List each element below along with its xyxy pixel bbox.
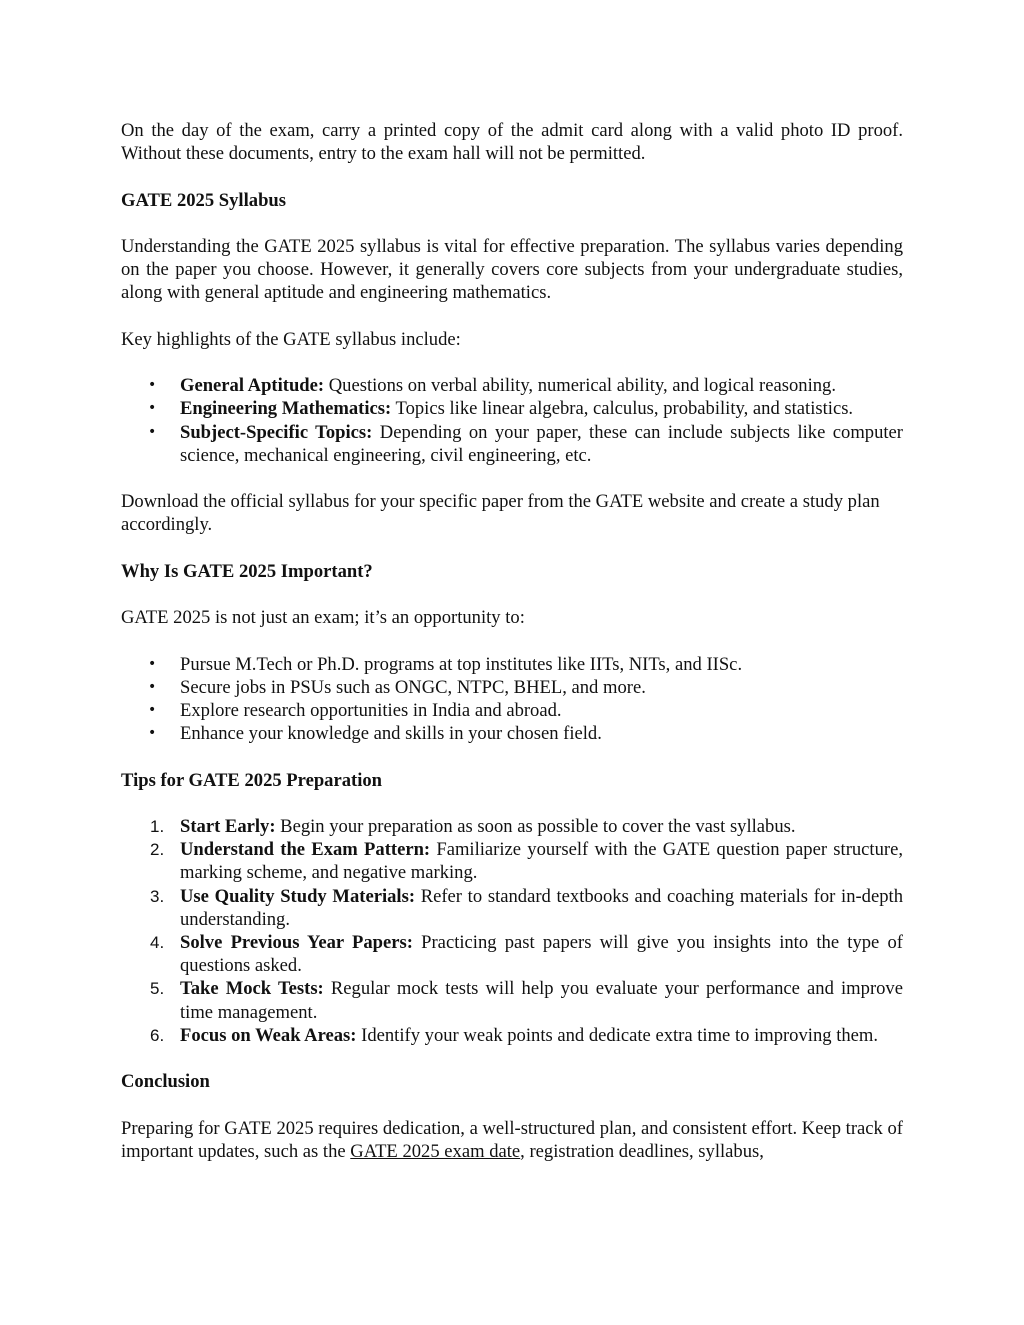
item-text: Familiarize yourself with the GATE question paper structure, marking scheme, and negative marking. (180, 839, 903, 884)
item-label: Use Quality Study Materials: (180, 885, 416, 907)
item-label: Subject-Specific Topics: (180, 421, 373, 443)
tips-heading: Tips for GATE 2025 Preparation (121, 769, 383, 791)
conclusion-text: Preparing for GATE 2025 requires dedication, a well-structured plan, and consistent effort. Keep track of important updates, such as the (121, 1117, 903, 1162)
list-item (121, 838, 903, 884)
item-number: 6. (150, 1025, 165, 1045)
item-label: Start Early: (180, 815, 276, 837)
list-item (121, 397, 903, 420)
list-item (121, 1024, 903, 1047)
item-text: Topics like linear algebra, calculus, probability, and statistics. (391, 398, 854, 420)
importance-intro: GATE 2025 is not just an exam; it’s an opportunity to: (121, 607, 525, 629)
list-item (121, 421, 903, 467)
importance-list (121, 653, 903, 746)
item-number: 2. (150, 840, 165, 860)
conclusion-text-continued: , registration deadlines, syllabus, (520, 1140, 764, 1162)
syllabus-heading: GATE 2025 Syllabus (121, 189, 286, 211)
document-page (121, 119, 903, 1186)
list-item (121, 815, 903, 838)
list-item (121, 977, 903, 1023)
list-item (121, 931, 903, 977)
item-label: Take Mock Tests: (180, 978, 324, 1000)
item-number: 4. (150, 932, 165, 952)
list-item: • Secure jobs in PSUs such as ONGC, NTPC, BHEL, and more. (121, 676, 903, 699)
conclusion-paragraph (121, 1117, 903, 1163)
item-text: Questions on verbal ability, numerical ability, and logical reasoning. (324, 375, 836, 397)
item-label: General Aptitude: (180, 375, 325, 397)
item-number: 3. (150, 886, 165, 906)
item-number: 1. (150, 816, 165, 836)
item-label: Solve Previous Year Papers: (180, 931, 413, 953)
item-text: Practicing past papers will give you insights into the type of questions asked. (180, 931, 903, 977)
syllabus-highlights-list (121, 374, 903, 467)
item-text: Refer to standard textbooks and coaching materials for in-depth understanding. (180, 885, 903, 930)
exam-date-link[interactable]: GATE 2025 exam date (350, 1140, 521, 1162)
list-item (121, 885, 903, 931)
conclusion-heading: Conclusion (121, 1071, 210, 1093)
item-text: Regular mock tests will help you evaluate your performance and improve time management. (180, 978, 903, 1023)
list-item (121, 374, 903, 397)
importance-heading: Why Is GATE 2025 Important? (121, 560, 373, 582)
list-item: • Explore research opportunities in India and abroad. (121, 699, 903, 722)
list-item: • Enhance your knowledge and skills in your chosen field. (121, 722, 903, 745)
download-note: Download the official syllabus for your specific paper from the GATE website and create a study plan accordingly. (121, 491, 880, 536)
highlights-intro: Key highlights of the GATE syllabus include: (121, 328, 461, 350)
list-item: • Pursue M.Tech or Ph.D. programs at top institutes like IITs, NITs, and IISc. (121, 653, 903, 676)
intro-paragraph: On the day of the exam, carry a printed copy of the admit card along with a valid photo ID proof. Without these documents, entry to the exam hall will not be permitted. (121, 120, 903, 165)
item-label: Engineering Mathematics: (180, 398, 392, 420)
item-label: Understand the Exam Pattern: (180, 839, 431, 861)
item-label: Focus on Weak Areas: (180, 1024, 357, 1046)
item-text: Identify your weak points and dedicate extra time to improving them. (356, 1024, 879, 1046)
syllabus-paragraph: Understanding the GATE 2025 syllabus is vital for effective preparation. The syllabus varies depending on the paper you choose. However, it generally covers core subjects from your undergraduate studies, along with general aptitude and engineering mathematics. (121, 235, 903, 304)
tips-list (121, 815, 903, 1047)
item-text: Begin your preparation as soon as possible to cover the vast syllabus. (275, 815, 796, 837)
item-number: 5. (150, 979, 165, 999)
item-text: Depending on your paper, these can include subjects like computer science, mechanical engineering, civil engineering, etc. (180, 421, 903, 466)
